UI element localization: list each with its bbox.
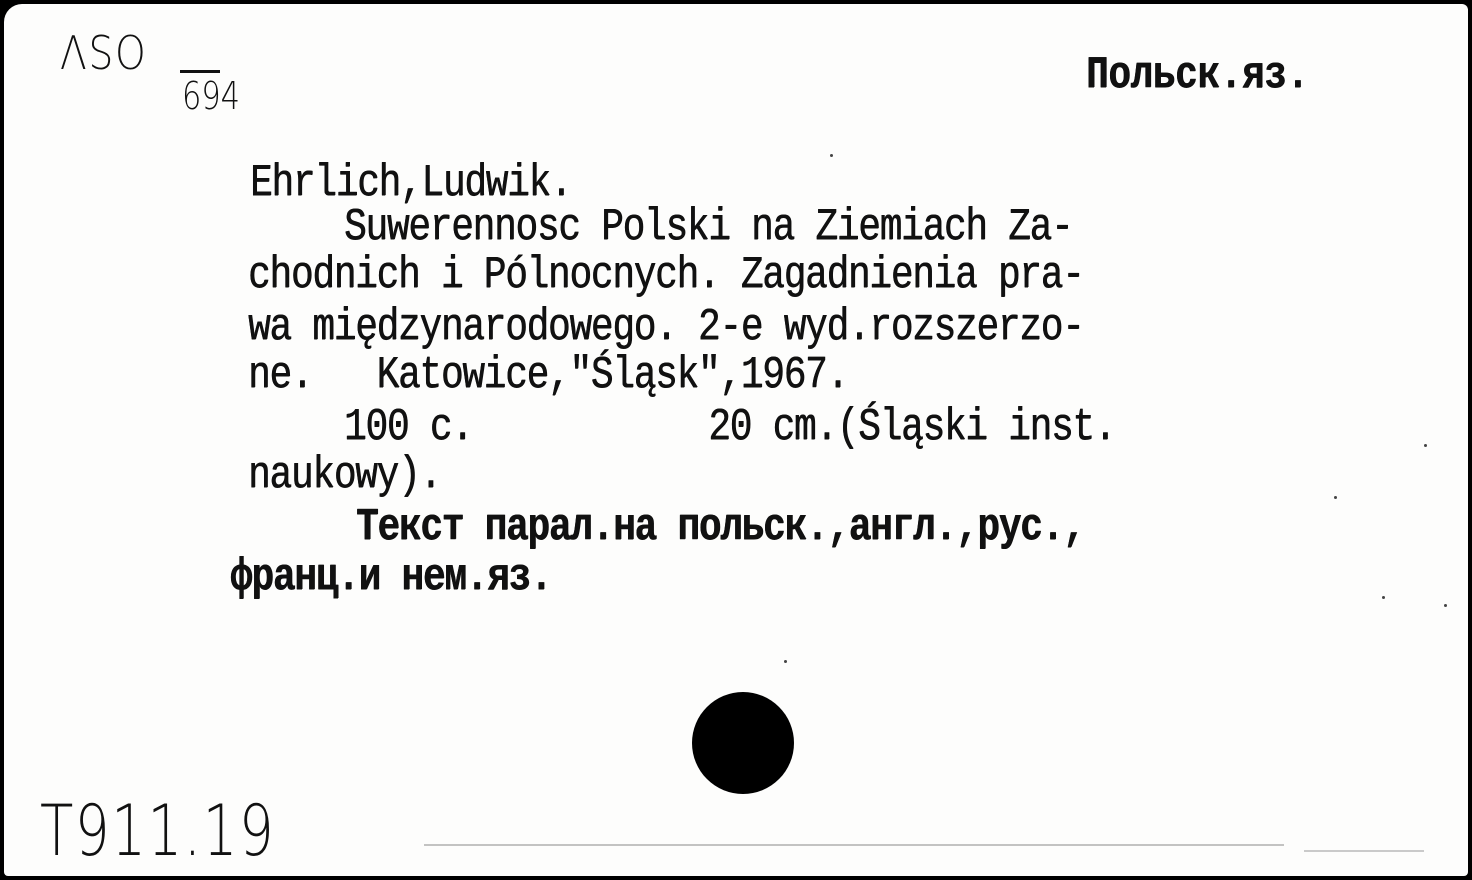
description-line: naukowy). bbox=[248, 450, 441, 501]
description-line: 100 c. 20 cm.(Śląski inst. bbox=[344, 402, 1116, 453]
speck bbox=[784, 660, 787, 663]
speck bbox=[1424, 444, 1427, 447]
handwritten-shelfmark-sub: 694 bbox=[182, 74, 241, 118]
description-line: wa międzynarodowego. 2-e wyd.rozszerzo- bbox=[248, 302, 1084, 353]
handwritten-shelfmark: ΛSO bbox=[60, 26, 148, 80]
description-line: Suwerennosc Polski na Ziemiach Za- bbox=[344, 202, 1073, 253]
catalog-card bbox=[4, 4, 1468, 876]
speck bbox=[1334, 496, 1337, 499]
note-line: Текст парал.на польск.,англ.,рус., bbox=[356, 502, 1085, 553]
faint-rule bbox=[424, 844, 1284, 846]
description-line: chodnich i Pólnocnych. Zagadnienia pra- bbox=[248, 250, 1084, 301]
author-heading: Ehrlich,Ludwik. bbox=[250, 158, 572, 209]
handwritten-call-number: T911.19 bbox=[40, 790, 276, 872]
speck bbox=[1382, 596, 1385, 599]
speck bbox=[830, 154, 833, 157]
faint-rule bbox=[1304, 850, 1424, 852]
subject-heading: Польск.яз. bbox=[1086, 50, 1309, 101]
speck bbox=[1444, 604, 1447, 607]
note-line: франц.и нем.яз. bbox=[230, 552, 552, 603]
punch-hole bbox=[692, 692, 794, 794]
description-line: ne. Katowice,"Śląsk",1967. bbox=[248, 350, 848, 401]
shelfmark-fraction-bar bbox=[180, 70, 220, 73]
